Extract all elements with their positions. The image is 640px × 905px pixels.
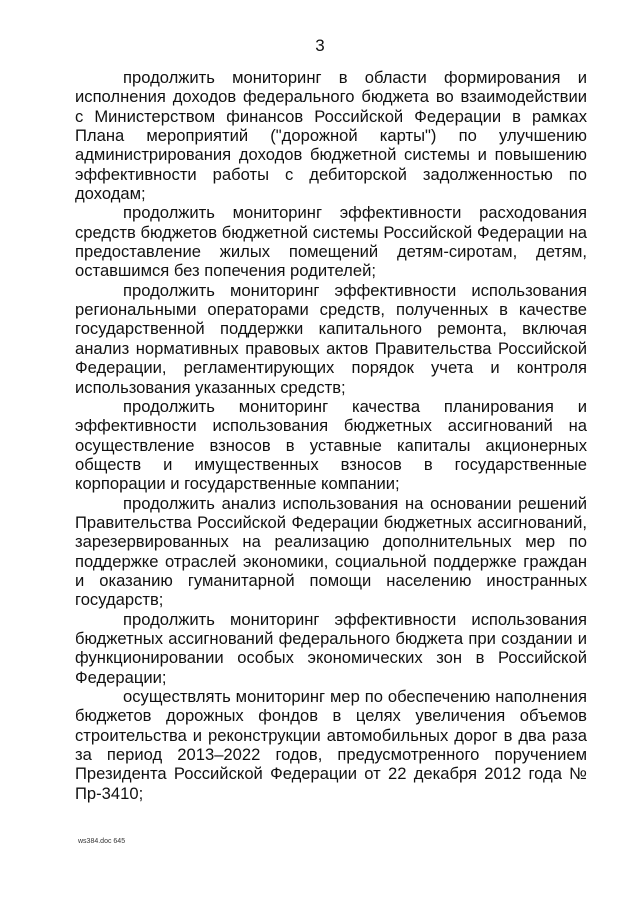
paragraph: осуществлять мониторинг мер по обеспечению наполнения бюджетов дорожных фондов в целях увеличения объемов строительства и реконструкции автомобильных дорог в два раза за период 2013–2022 годов, предусмотренного поручением Президента Российской Федерации от 22 декабря 2012 года № Пр-3410; — [75, 687, 587, 803]
page-number: 3 — [315, 36, 325, 55]
paragraph: продолжить мониторинг качества планирования и эффективности использования бюджетных ассигнований на осуществление взносов в уставные капиталы акционерных обществ и имущественных взносов в государственные корпорации и государственные компании; — [75, 396, 587, 494]
document-body — [75, 68, 587, 803]
footer-file-code: ws384.doc 645 — [78, 838, 126, 845]
paragraph: продолжить мониторинг эффективности расходования средств бюджетов бюджетной системы Российской Федерации на предоставление жилых помещений детям-сиротам, детям, оставшимся без попечения родителей; — [75, 203, 587, 281]
paragraph: продолжить мониторинг в области формирования и исполнения доходов федерального бюджета во взаимодействии с Министерством финансов Российской Федерации в рамках Плана мероприятий ("дорожной карты") по улучшению администрирования доходов бюджетной системы и повышению эффективности работы с дебиторской задолженностью по доходам; — [75, 68, 587, 204]
paragraph: продолжить мониторинг эффективности использования региональными операторами средств, полученных в качестве государственной поддержки капитального ремонта, включая анализ нормативных правовых актов Правительства Российской Федерации, регламентирующих порядок учета и контроля использования указанных средств; — [75, 280, 587, 397]
paragraph: продолжить анализ использования на основании решений Правительства Российской Федерации бюджетных ассигнований, зарезервированных на реализацию дополнительных мер по поддержке отраслей экономики, социальной поддержке граждан и оказанию гуманитарной помощи населению иностранных государств; — [75, 493, 587, 610]
paragraph: продолжить мониторинг эффективности использования бюджетных ассигнований федерального бюджета при создании и функционировании особых экономических зон в Российской Федерации; — [75, 609, 587, 687]
